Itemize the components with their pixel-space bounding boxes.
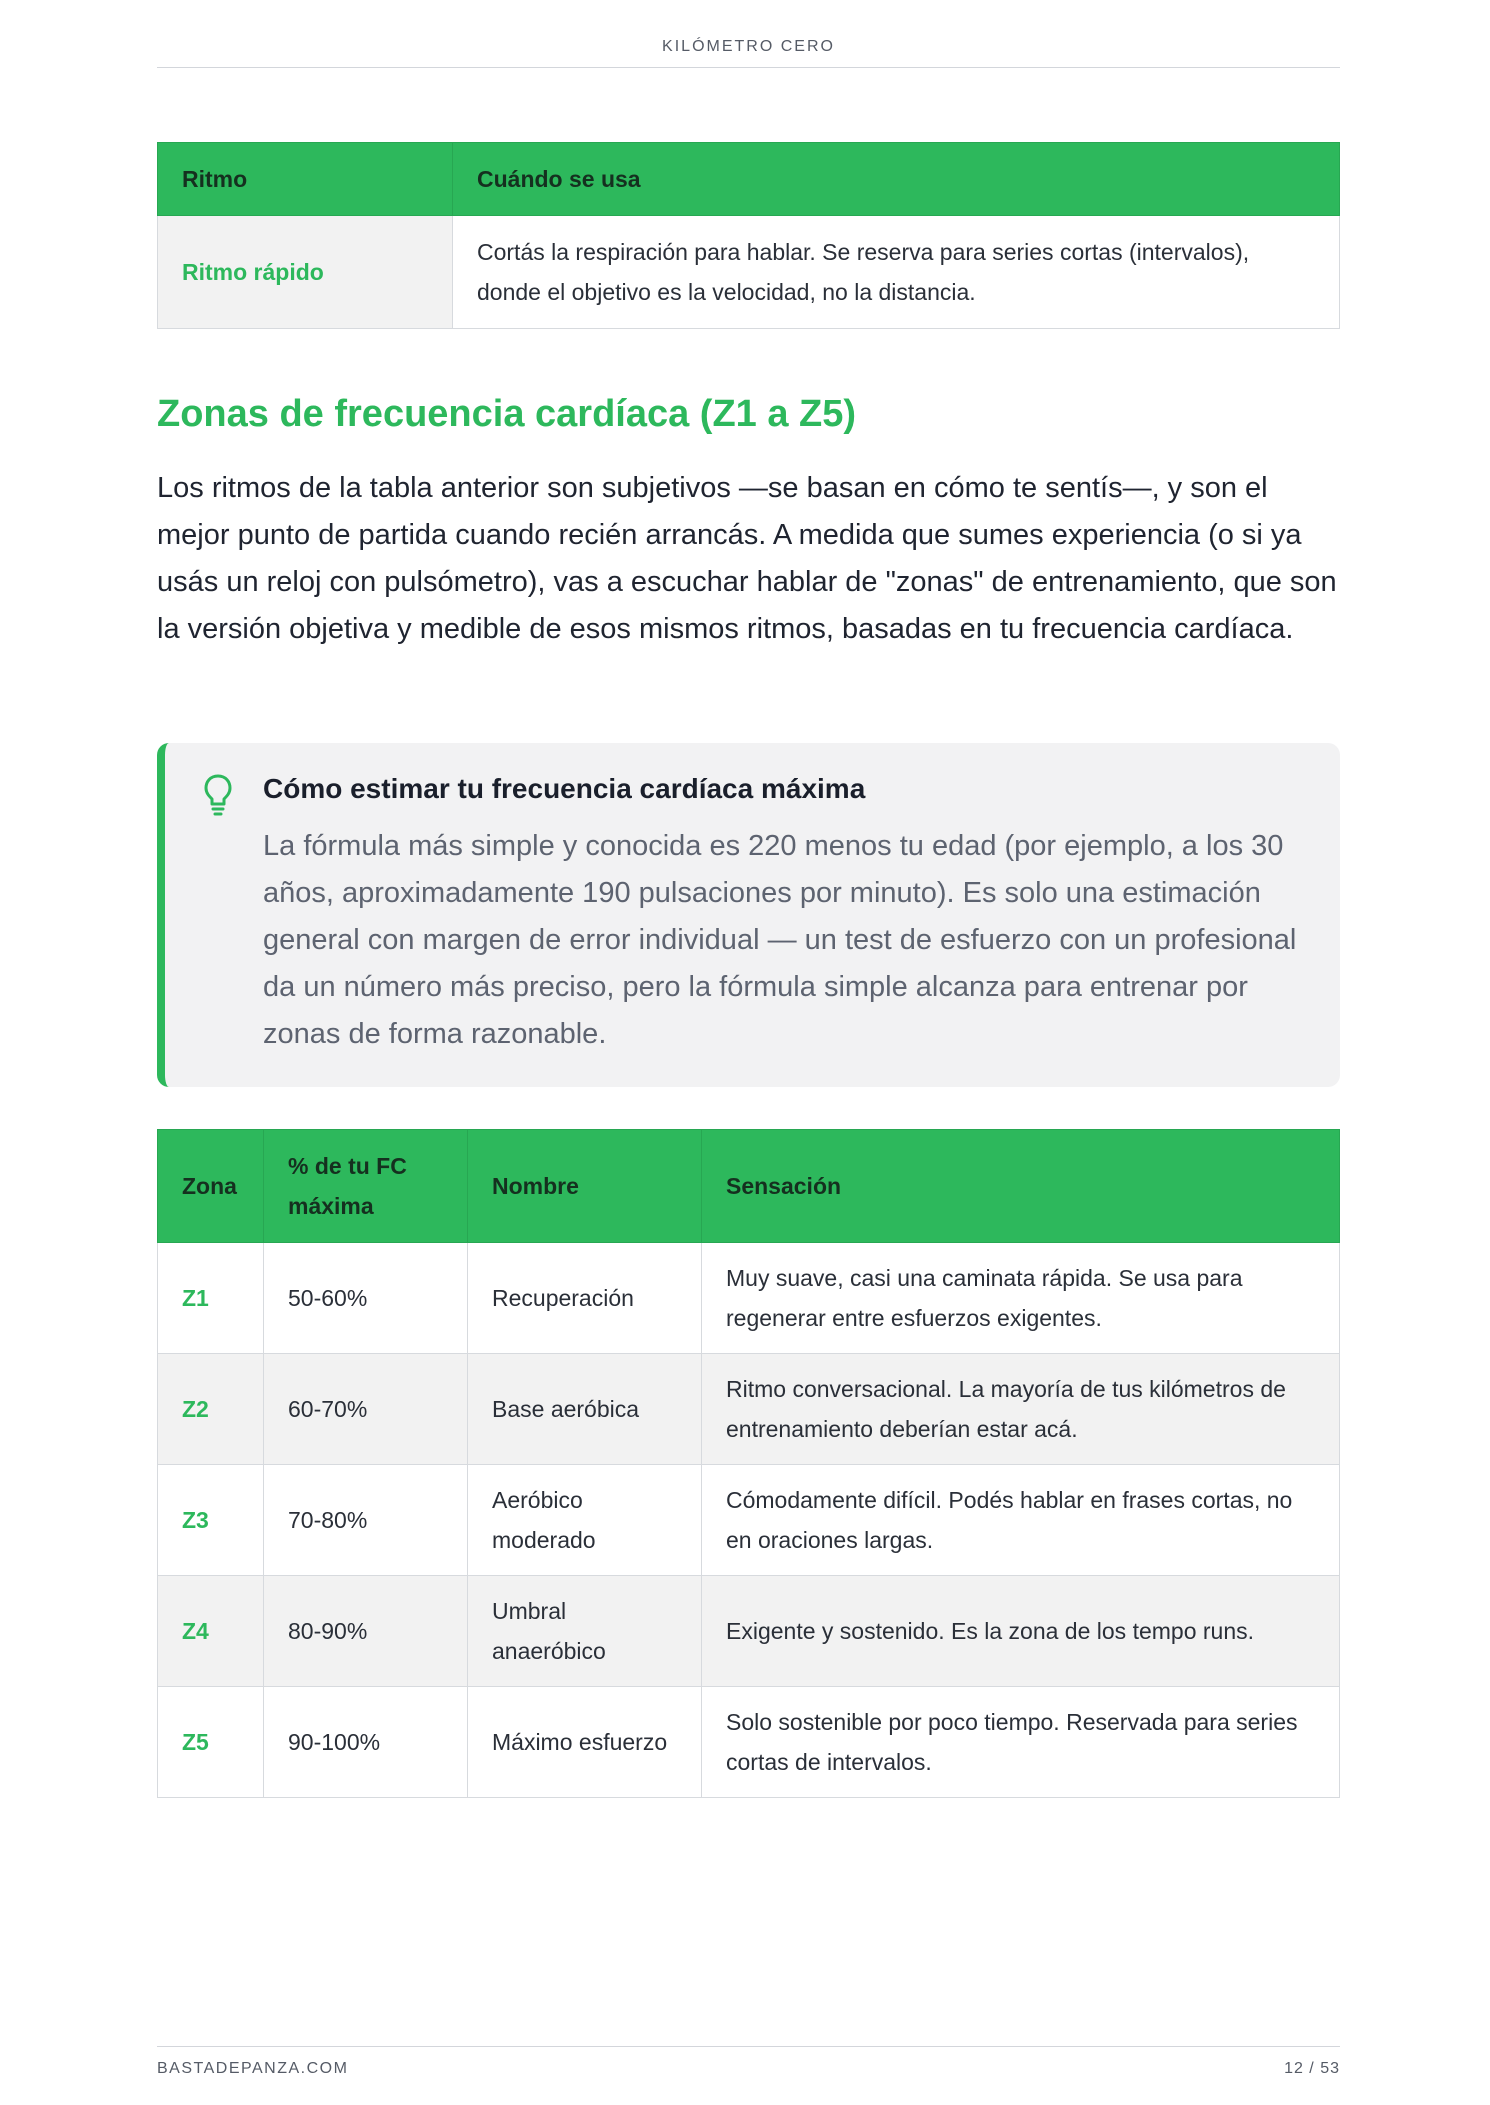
tip-title: Cómo estimar tu frecuencia cardíaca máxima (263, 773, 866, 804)
column-header: Zona (158, 1130, 264, 1243)
table-row (158, 216, 1340, 329)
section-title: Zonas de frecuencia cardíaca (Z1 a Z5) (157, 393, 857, 435)
zones-table (157, 1129, 1340, 1798)
zone-code-cell: Z1 (158, 1243, 264, 1354)
zone-percent-cell: 80-90% (264, 1576, 468, 1687)
zone-percent-cell: 70-80% (264, 1465, 468, 1576)
page-number: 12 / 53 (1284, 2060, 1340, 2077)
zone-code-cell: Z4 (158, 1576, 264, 1687)
zone-feeling-cell: Solo sostenible por poco tiempo. Reservada para series cortas de intervalos. (702, 1687, 1340, 1798)
zone-feeling-cell: Cómodamente difícil. Podés hablar en frases cortas, no en oraciones largas. (702, 1465, 1340, 1576)
zone-feeling-cell: Exigente y sostenido. Es la zona de los tempo runs. (702, 1576, 1340, 1687)
running-header: KILÓMETRO CERO (662, 38, 835, 55)
zone-feeling-cell: Ritmo conversacional. La mayoría de tus kilómetros de entrenamiento deberían estar acá. (702, 1354, 1340, 1465)
column-header: Ritmo (158, 143, 453, 216)
table-row (158, 1243, 1340, 1354)
pace-usage-cell: Cortás la respiración para hablar. Se reserva para series cortas (intervalos), donde el objetivo es la velocidad, no la distancia. (453, 216, 1340, 329)
zone-name-cell: Aeróbico moderado (468, 1465, 702, 1576)
zone-percent-cell: 60-70% (264, 1354, 468, 1465)
zone-name-cell: Máximo esfuerzo (468, 1687, 702, 1798)
table-row (158, 1465, 1340, 1576)
pace-table (157, 142, 1340, 329)
zone-feeling-cell: Muy suave, casi una caminata rápida. Se usa para regenerar entre esfuerzos exigentes. (702, 1243, 1340, 1354)
table-row (158, 1687, 1340, 1798)
column-header: Sensación (702, 1130, 1340, 1243)
zone-percent-cell: 90-100% (264, 1687, 468, 1798)
table-row (158, 1576, 1340, 1687)
zone-code-cell: Z3 (158, 1465, 264, 1576)
lightbulb-icon (203, 773, 233, 817)
pace-name-cell: Ritmo rápido (158, 216, 453, 329)
footer-site: BASTADEPANZA.COM (157, 2060, 349, 2077)
zone-code-cell: Z5 (158, 1687, 264, 1798)
table-header-row (158, 143, 1340, 216)
tip-callout (157, 743, 1340, 1087)
zone-name-cell: Recuperación (468, 1243, 702, 1354)
tip-body: La fórmula más simple y conocida es 220 menos tu edad (por ejemplo, a los 30 años, aproximadamente 190 pulsaciones por minuto). Es solo una estimación general con margen de error individual — un test de esfuerzo con un profesional da un número más preciso, pero la fórmula simple alcanza para entrenar por zonas de forma razonable. (263, 830, 1297, 1050)
section-intro: Los ritmos de la tabla anterior son subjetivos —se basan en cómo te sentís—, y son el mejor punto de partida cuando recién arrancás. A medida que sumes experiencia (o si ya usás un reloj con pulsómetro), vas a escuchar hablar de "zonas" de entrenamiento, que son la versión objetiva y medible de esos mismos ritmos, basadas en tu frecuencia cardíaca. (157, 472, 1337, 645)
table-header-row (158, 1130, 1340, 1243)
table-row (158, 1354, 1340, 1465)
footer-divider (157, 2046, 1340, 2047)
column-header: Nombre (468, 1130, 702, 1243)
zone-name-cell: Base aeróbica (468, 1354, 702, 1465)
zone-name-cell: Umbral anaeróbico (468, 1576, 702, 1687)
column-header: % de tu FC máxima (264, 1130, 468, 1243)
header-divider (157, 67, 1340, 68)
zone-percent-cell: 50-60% (264, 1243, 468, 1354)
column-header: Cuándo se usa (453, 143, 1340, 216)
zone-code-cell: Z2 (158, 1354, 264, 1465)
